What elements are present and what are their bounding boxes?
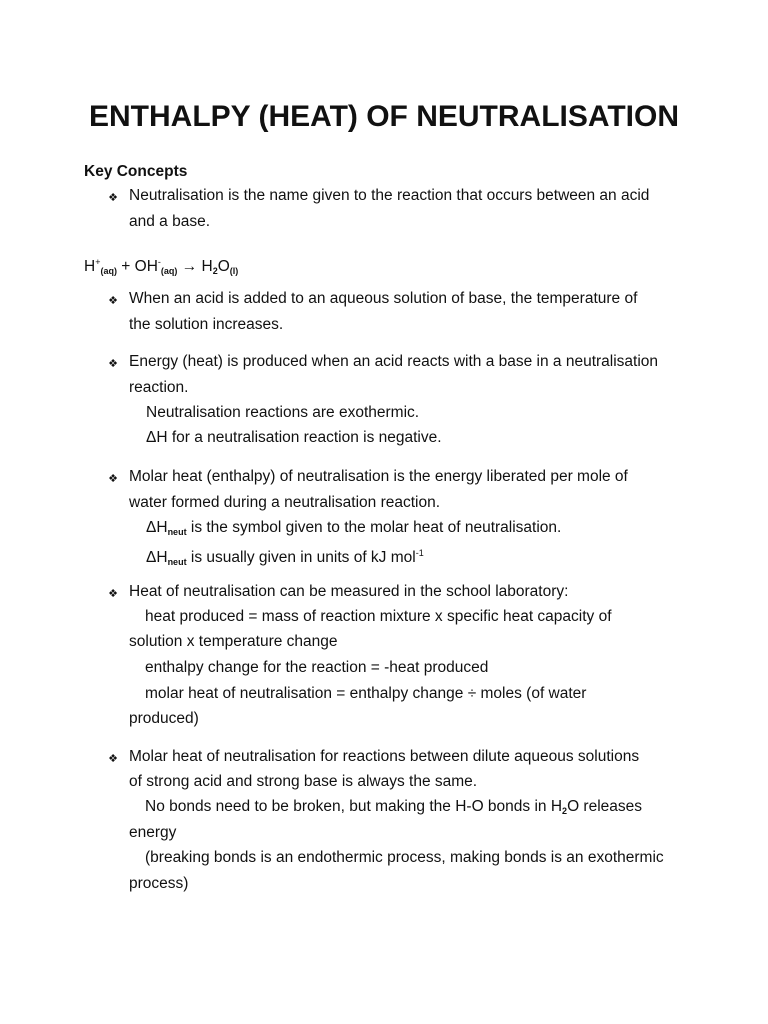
eq-h-charge: + [95,257,101,267]
eq-oh: OH [134,258,158,275]
bullet-6-line-1: Molar heat of neutralisation for reactions between dilute aqueous solutions [129,748,640,765]
eq-arrow-icon: → [177,258,202,275]
bullet-icon: ❖ [108,473,118,485]
bullet-5-line-2: heat produced = mass of reaction mixture x specific heat capacity of [145,608,612,625]
eq-oh-state: (aq) [160,266,178,276]
bullet-2-line-1: When an acid is added to an aqueous solution of base, the temperature of [129,290,638,307]
bullet-3-line-1: Energy (heat) is produced when an acid reacts with a base in a neutralisation [129,353,659,370]
bullet-5-line-6: produced) [129,710,199,727]
eq-water-sub: 2 [212,266,218,276]
section-heading: Key Concepts [84,163,188,180]
bullet-3-line-2: reaction. [129,379,189,396]
eq-oh-charge: - [157,257,161,267]
eq-plus: + [116,258,135,275]
bullet-5-line-4: enthalpy change for the reaction = -heat produced [145,659,489,676]
eq-water-h: H [201,258,213,275]
bullet-icon: ❖ [108,192,118,204]
bullet-5-line-5: molar heat of neutralisation = enthalpy change ÷ moles (of water [145,685,587,702]
bullet-6-line-2: of strong acid and strong base is always the same. [129,773,478,790]
bullet-6-line-4: energy [129,824,177,841]
bullet-5-line-3: solution x temperature change [129,633,338,650]
bullet-3-line-3: Neutralisation reactions are exothermic. [146,404,420,421]
bullet-5-line-1: Heat of neutralisation can be measured in the school laboratory: [129,583,569,600]
bullet-3-line-4: ΔH for a neutralisation reaction is negative. [146,429,442,446]
bullet-icon: ❖ [108,358,118,370]
page-title: ENTHALPY (HEAT) OF NEUTRALISATION [89,100,679,133]
neutralisation-equation [84,252,238,281]
bullet-icon: ❖ [108,753,118,765]
bullet-6-line-5: (breaking bonds is an endothermic process, making bonds is an exothermic [145,849,664,866]
eq-water-o: O [217,258,230,275]
bullet-6-line-3: No bonds need to be broken, but making the H-O bonds in $H_2O$ releases [145,798,643,816]
bullet-icon: ❖ [108,295,118,307]
bullet-1-line-1: Neutralisation is the name given to the reaction that occurs between an acid [129,187,650,204]
eq-h-state: (aq) [100,266,117,276]
bullet-4-line-3: $\Delta H_{neut}$ is the symbol given to the molar heat of neutralisation. [146,519,562,537]
bullet-6-line-6: process) [129,875,189,892]
bullet-4-line-2: water formed during a neutralisation reaction. [129,494,441,511]
bullet-4-line-1: Molar heat (enthalpy) of neutralisation is the energy liberated per mole of [129,468,628,485]
bullet-1-line-2: and a base. [129,213,211,230]
bullet-2-line-2: the solution increases. [129,316,284,333]
eq-h: H [84,258,96,275]
eq-water-state: (l) [229,266,239,276]
bullet-4-line-4: $\Delta H_{neut}$ is usually given in units of kJ mol$^{-1}$ [146,548,424,567]
bullet-icon: ❖ [108,588,118,600]
